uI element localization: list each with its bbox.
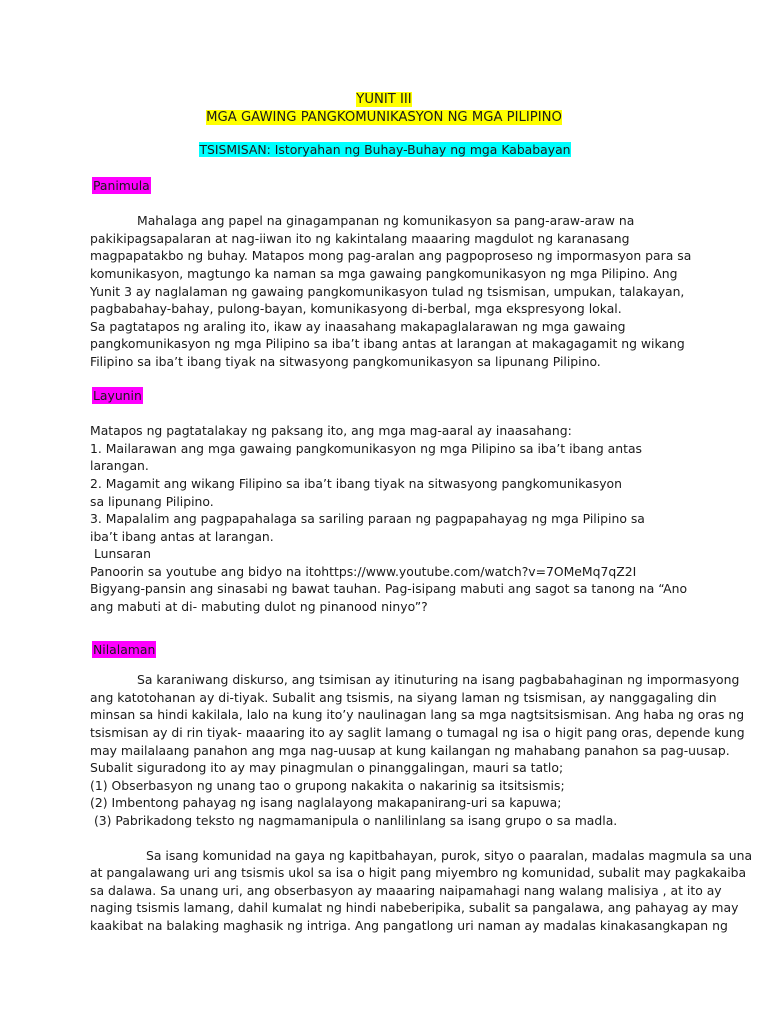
layunin-line: 1. Mailarawan ang mga gawaing pangkomunikasyon ng mga Pilipino sa iba’t ibang antas: [90, 440, 643, 456]
panimula-line: pakikipagsapalaran at nag-iiwan ito ng kakintalang maaaring magdulot ng karanasang: [90, 230, 630, 246]
layunin-line: 2. Magamit ang wikang Filipino sa iba’t ibang tiyak na sitwasyong pangkomunikasyon: [90, 475, 622, 491]
nilalaman-line: (1) Obserbasyon ng unang tao o grupong nakakita o nakarinig sa itsitsismis;: [90, 777, 565, 793]
nilalaman-line: Subalit siguradong ito ay may pinagmulan o pinanggalingan, mauri sa tatlo;: [90, 760, 564, 776]
layunin-heading-row: [90, 387, 680, 405]
layunin-line: larangan.: [90, 458, 149, 474]
nilalaman-line: may mailalaang panahon ang mga nag-uusap at kung kailangan ng mahabang panahon sa pag-uusap.: [90, 742, 730, 758]
nilalaman-line: tsismisan ay di rin tiyak- maaaring ito ay saglit lamang o tumagal ng isa o higit pang oras, depende kung: [90, 725, 745, 741]
nilalaman-line: (2) Imbentong pahayag ng isang naglalayong makapanirang-uri sa kapuwa;: [90, 795, 562, 811]
panimula-line: Mahalaga ang papel na ginagampanan ng komunikasyon sa pang-araw-araw na: [137, 213, 635, 229]
panimula-line: pagbabahay-bahay, pulong-bayan, komunikasyong di-berbal, mga ekspresyong lokal.: [90, 301, 622, 317]
title-block: [88, 91, 680, 126]
document-content: [90, 91, 753, 935]
nilalaman-section-2: [90, 847, 753, 935]
panimula-heading: Panimula: [93, 177, 150, 193]
nilalaman-line: ang katotohanan ay di-tiyak. Subalit ang tsismis, na siyang laman ng tsismisan, ay nanggagaling din: [90, 689, 717, 705]
nilalaman-line: sa dalawa. Sa unang uri, ang obserbasyon ay maaaring naipamahagi nang walang malisiya , at ito ay: [90, 882, 722, 898]
layunin-line: Matapos ng pagtatalakay ng paksang ito, ang mga mag-aaral ay inaasahang:: [90, 423, 572, 439]
panimula-line: komunikasyon, magtungo ka naman sa mga gawaing pangkomunikasyon ng mga Pilipino. Ang: [90, 265, 678, 281]
nilalaman-section: [90, 671, 745, 829]
nilalaman-line: naging tsismis lamang, dahil kumalat ng hindi nabeberipika, subalit sa pangalawa, ang pahayag ay may: [90, 900, 739, 916]
panimula-line: pangkomunikasyon ng mga Pilipino sa iba’t ibang antas at larangan at makagagamit ng wikang: [90, 336, 685, 352]
nilalaman-line: Sa karaniwang diskurso, ang tsimisan ay itinuturing na isang pagbabahaginan ng impormasyong: [137, 672, 740, 688]
document-subtitle: TSISMISAN: Istoryahan ng Buhay-Buhay ng mga Kababayan: [199, 142, 571, 157]
subtitle-block: [90, 141, 680, 159]
panimula-line: Yunit 3 ay naglalaman ng gawaing pangkomunikasyon tulad ng tsismisan, umpukan, talakayan,: [90, 283, 685, 299]
nilalaman-heading-row: [90, 641, 680, 659]
nilalaman-line: kaakibat na balaking maghasik ng intriga. Ang pangatlong uri naman ay madalas kinakasangkapan ng: [90, 917, 728, 933]
lunsaran-label: Lunsaran: [90, 546, 151, 562]
layunin-line: ang mabuti at di- mabuting dulot ng pinanood ninyo”?: [90, 599, 428, 615]
document-title: MGA GAWING PANGKOMUNIKASYON NG MGA PILIPINO: [206, 109, 562, 125]
nilalaman-line: minsan sa hindi kakilala, lalo na kung ito’y naulinagan lang sa mga nagtsitsismisan. Ang haba ng oras ng: [90, 707, 745, 723]
layunin-line: sa lipunang Pilipino.: [90, 493, 214, 509]
nilalaman-heading: Nilalaman: [93, 641, 156, 657]
panimula-line: magpapatakbo ng buhay. Matapos mong pag-aralan ang pagpoproseso ng impormasyon para sa: [90, 248, 692, 264]
layunin-line: Panoorin sa youtube ang bidyo na itohttps://www.youtube.com/watch?v=7OMeMq7qZ2I: [90, 563, 637, 579]
layunin-line: Bigyang-pansin ang sinasabi ng bawat tauhan. Pag-isipang mabuti ang sagot sa tanong na “Ano: [90, 581, 688, 597]
layunin-line: iba’t ibang antas at larangan.: [90, 528, 274, 544]
nilalaman-line: Sa isang komunidad na gaya ng kapitbahayan, purok, sityo o paaralan, madalas magmula sa una: [146, 847, 753, 863]
panimula-line: Sa pagtatapos ng araling ito, ikaw ay inaasahang makapaglalarawan ng mga gawaing: [90, 318, 626, 334]
panimula-section: [90, 212, 692, 370]
panimula-heading-row: [90, 177, 680, 195]
nilalaman-line: (3) Pabrikadong teksto ng nagmamanipula o nanlilinlang sa isang grupo o sa madla.: [90, 813, 618, 828]
panimula-line: Filipino sa iba’t ibang tiyak na sitwasyong pangkomunikasyon sa lipunang Pilipino.: [90, 353, 601, 369]
layunin-heading: Layunin: [93, 387, 142, 403]
unit-title: YUNIT III: [356, 92, 412, 107]
layunin-section: [90, 422, 688, 616]
layunin-line: 3. Mapalalim ang pagpapahalaga sa sariling paraan ng pagpapahayag ng mga Pilipino sa: [90, 511, 645, 527]
nilalaman-line: at pangalawang uri ang tsismis ukol sa isa o higit pang miyembro ng komunidad, subalit may pagkakaiba: [90, 865, 747, 881]
